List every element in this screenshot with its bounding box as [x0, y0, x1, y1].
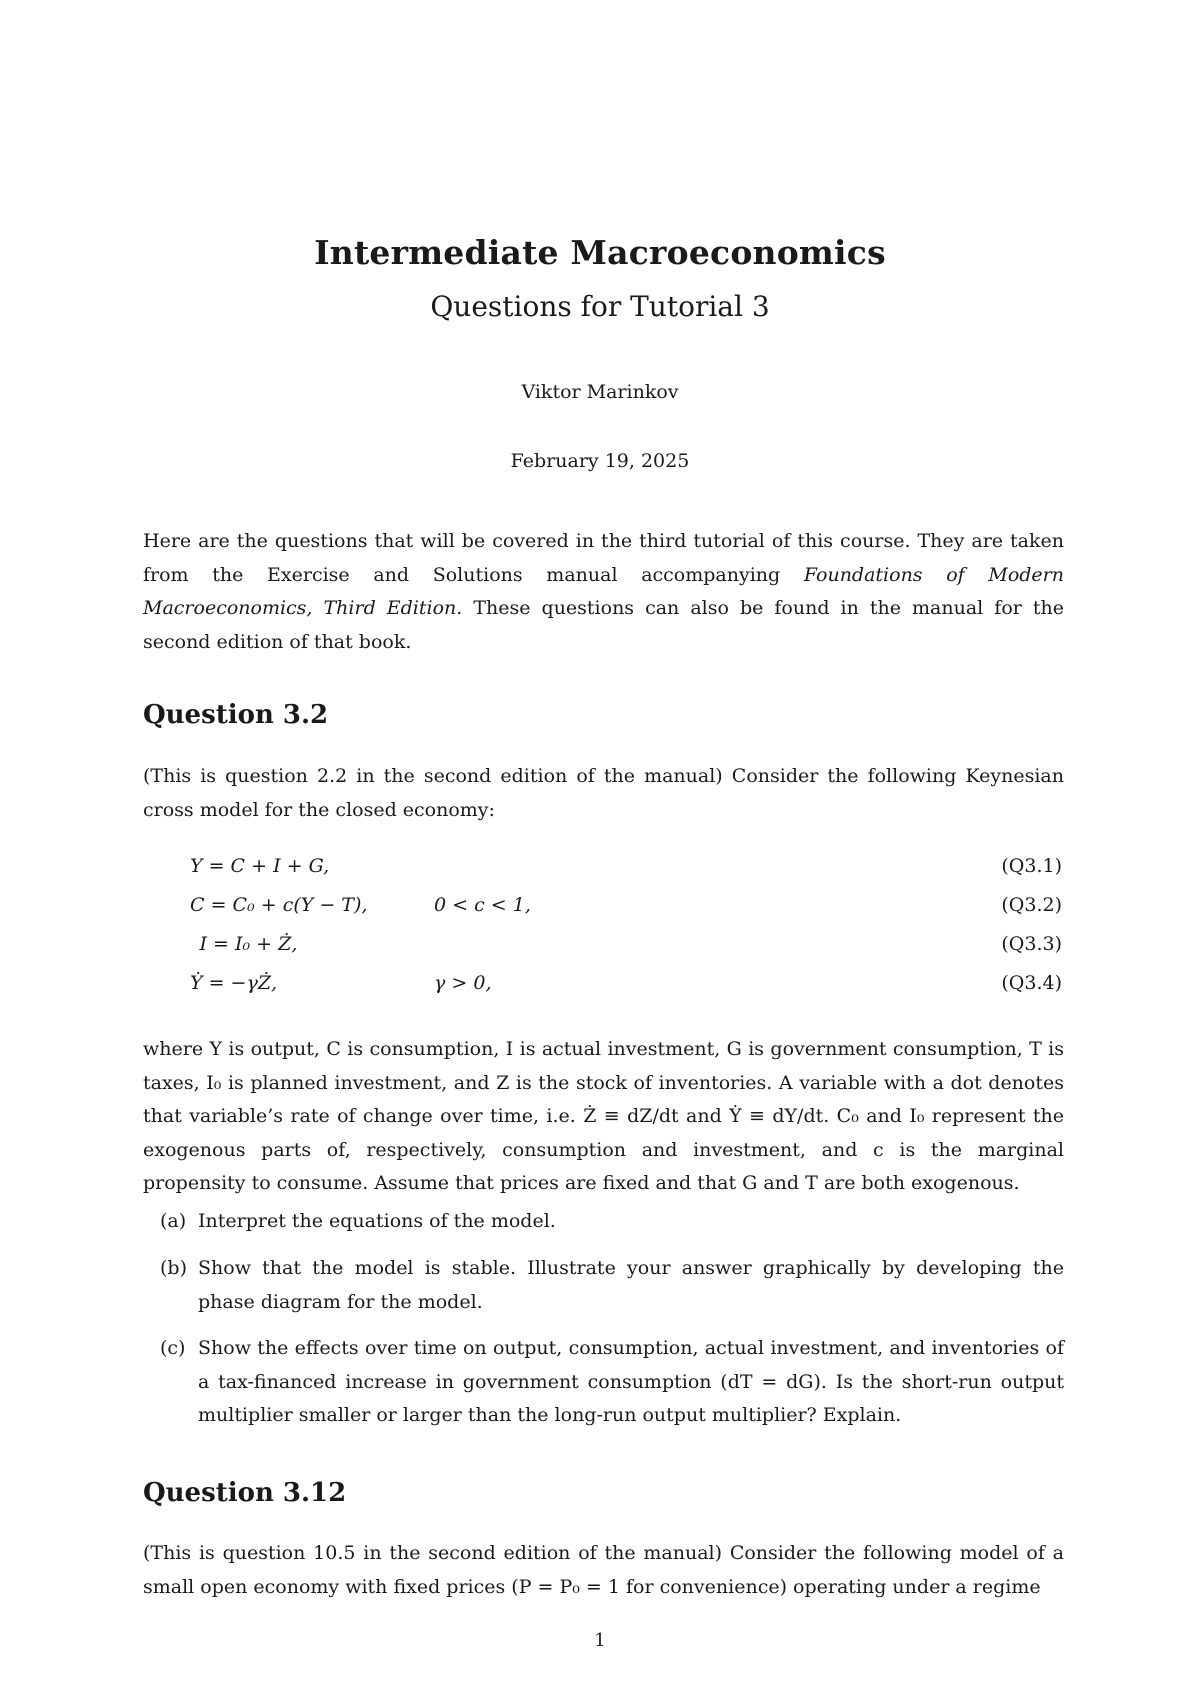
intro-text-part1: Here are the questions that will be covered in the third tutorial of this course. They are taken from the Exercise and Solutions manual accompanying	[143, 530, 1064, 586]
equation-q3-3	[190, 933, 1062, 965]
question-3-2-heading: Question 3.2	[143, 700, 329, 730]
equation-lhs: Ẏ = −γŻ,	[190, 972, 278, 994]
equation-condition: γ > 0,	[434, 972, 492, 994]
intro-book-title: Foundations of Modern Macroeconomics, Third Edition.	[143, 563, 1064, 619]
question-3-12-heading: Question 3.12	[143, 1478, 347, 1508]
question-3-12-intro: (This is question 10.5 in the second edition of the manual) Consider the following model of a small open economy with fixed prices (P = P₀ = 1 for convenience) operating under a regime	[143, 1542, 1064, 1598]
item-text: Show that the model is stable. Illustrate your answer graphically by developing the phase diagram for the model.	[198, 1257, 1064, 1313]
equation-lhs: I = I₀ + Ż,	[190, 933, 298, 955]
document-subtitle: Questions for Tutorial 3	[430, 290, 770, 323]
document-author: Viktor Marinkov	[521, 381, 679, 403]
item-label: (c)	[160, 1337, 186, 1359]
page-number: 1	[594, 1630, 606, 1651]
equation-q3-2	[190, 894, 1062, 926]
equation-number: (Q3.4)	[1001, 972, 1062, 994]
item-label: (a)	[160, 1210, 187, 1232]
equation-lhs: Y = C + I + G,	[190, 855, 330, 877]
intro-paragraph	[143, 525, 1064, 659]
equation-lhs: C = C₀ + c(Y − T),	[190, 894, 368, 916]
document-title: Intermediate Macroeconomics	[314, 233, 886, 272]
intro-text-part2: These questions can also be found in the manual for the second edition of that book.	[143, 597, 1064, 653]
equation-condition: 0 < c < 1,	[434, 894, 531, 916]
equation-number: (Q3.3)	[1001, 933, 1062, 955]
item-label: (b)	[160, 1257, 187, 1279]
equation-q3-1	[190, 855, 1062, 887]
question-3-2-intro: (This is question 2.2 in the second edition of the manual) Consider the following Keynesian cross model for the closed economy:	[143, 765, 1064, 821]
item-text: Interpret the equations of the model.	[198, 1210, 556, 1232]
question-3-2-variable-definitions: where Y is output, C is consumption, I is actual investment, G is government consumption, T is taxes, I₀ is planned investment, and Z is the stock of inventories. A variable with a dot denotes that variable’s rate of change over time, i.e. Ż ≡ dZ/dt and Ẏ ≡ dY/dt. C₀ and I₀ represent the exogenous parts of, respectively, consumption and investment, and c is the marginal propensity to consume. Assume that prices are fixed and that G and T are both exogenous.	[143, 1038, 1064, 1194]
equation-number: (Q3.1)	[1001, 855, 1062, 877]
item-text: Show the effects over time on output, consumption, actual investment, and inventories of a tax-financed increase in government consumption (dT = dG). Is the short-run output multiplier smaller or larger than the long-run output multiplier? Explain.	[198, 1337, 1064, 1426]
equation-q3-4	[190, 972, 1062, 1004]
equation-number: (Q3.2)	[1001, 894, 1062, 916]
document-date: February 19, 2025	[510, 450, 690, 472]
